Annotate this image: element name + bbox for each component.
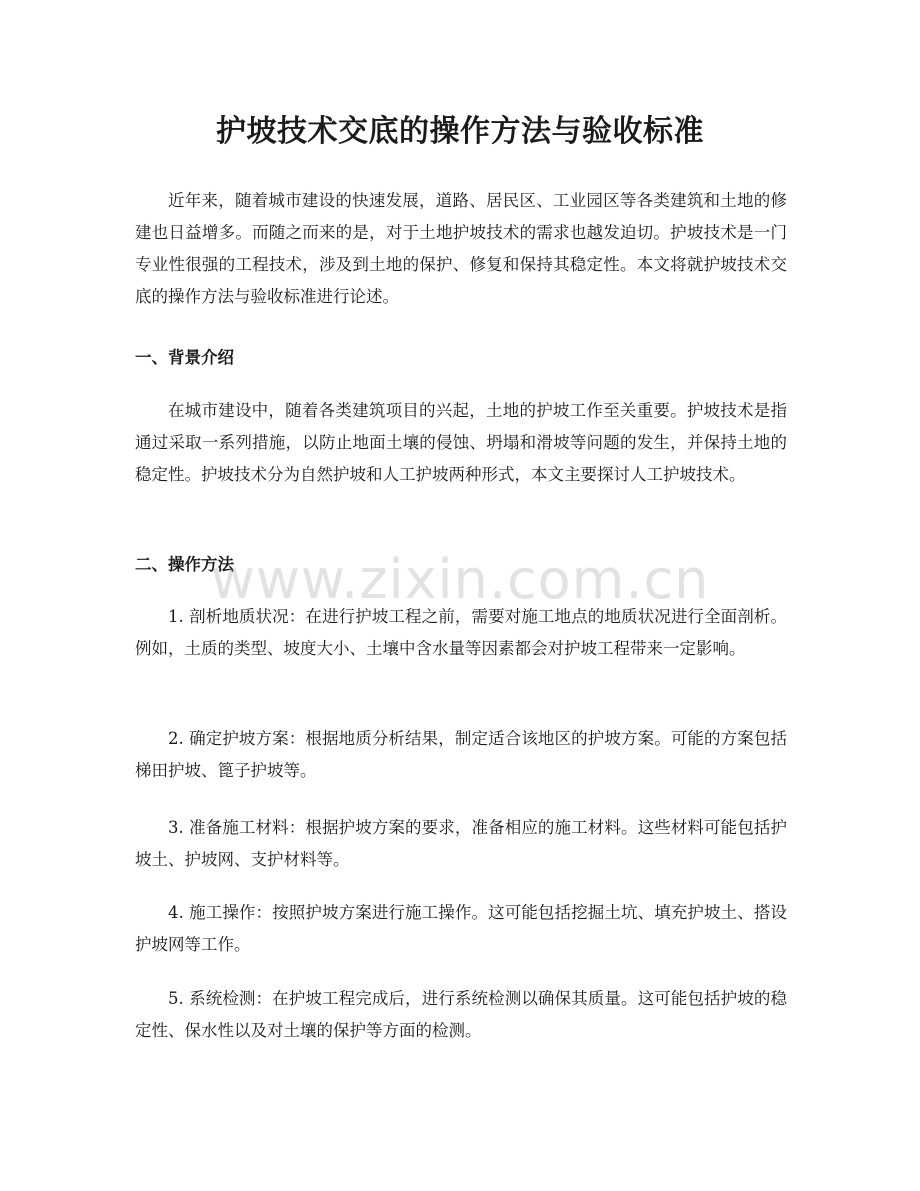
method-step-3: 3. 准备施工材料：根据护坡方案的要求，准备相应的施工材料。这些材料可能包括护坡土、护坡网、支护材料等。 (135, 818, 787, 869)
section-heading-background: 一、背景介绍 (135, 348, 234, 367)
section-heading-methods: 二、操作方法 (135, 555, 234, 574)
intro-paragraph: 近年来，随着城市建设的快速发展，道路、居民区、工业园区等各类建筑和土地的修建也日益增多。而随之而来的是，对于土地护坡技术的需求也越发迫切。护坡技术是一门专业性很强的工程技术，涉及到土地的保护、修复和保持其稳定性。本文将就护坡技术交底的操作方法与验收标准进行论述。 (135, 191, 787, 306)
document-title: 护坡技术交底的操作方法与验收标准 (216, 114, 704, 149)
method-step-2: 2. 确定护坡方案：根据地质分析结果，制定适合该地区的护坡方案。可能的方案包括梯田护坡、篦子护坡等。 (135, 729, 787, 780)
method-step-5: 5. 系统检测：在护坡工程完成后，进行系统检测以确保其质量。这可能包括护坡的稳定性、保水性以及对土壤的保护等方面的检测。 (135, 989, 787, 1040)
watermark: www.zixin.com.cn (210, 548, 710, 611)
method-step-4: 4. 施工操作：按照护坡方案进行施工操作。这可能包括挖掘土坑、填充护坡土、搭设护坡网等工作。 (135, 903, 787, 954)
background-paragraph: 在城市建设中，随着各类建筑项目的兴起，土地的护坡工作至关重要。护坡技术是指通过采取一系列措施，以防止地面土壤的侵蚀、坍塌和滑坡等问题的发生，并保持土地的稳定性。护坡技术分为自然护坡和人工护坡两种形式，本文主要探讨人工护坡技术。 (135, 401, 787, 484)
method-step-1: 1. 剖析地质状况：在进行护坡工程之前，需要对施工地点的地质状况进行全面剖析。例如，土质的类型、坡度大小、土壤中含水量等因素都会对护坡工程带来一定影响。 (135, 607, 787, 658)
